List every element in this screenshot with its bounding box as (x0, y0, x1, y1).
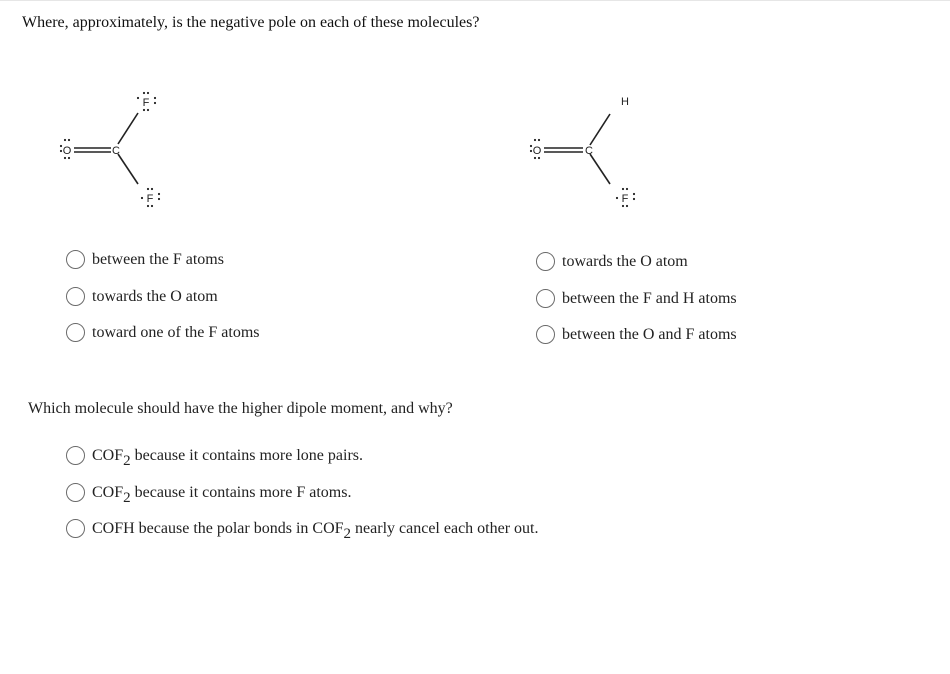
option-label: towards the O atom (562, 252, 688, 270)
question-2-prompt: Which molecule should have the higher dipole moment, and why? (28, 400, 453, 417)
atom-c: C (112, 145, 120, 157)
dipole-option-cofh-bonds-cancel[interactable] (66, 519, 539, 542)
option-text-pre: COFH because the polar bonds in COF (92, 519, 344, 537)
atom-o: O (532, 145, 542, 157)
molecule-right-structure (528, 90, 643, 215)
radio-button[interactable] (536, 325, 555, 344)
atom-o: O (62, 145, 72, 157)
atom-f: F (621, 193, 629, 205)
atom-f-bottom: F (146, 193, 154, 205)
lone-pair-dots (60, 92, 160, 207)
option-label (92, 519, 539, 542)
option-label: between the F and H atoms (562, 289, 737, 307)
top-divider (0, 0, 950, 1)
bond-c-h (590, 114, 610, 145)
dipole-option-more-lone-pairs[interactable] (66, 446, 363, 469)
atom-c: C (585, 145, 593, 157)
radio-button[interactable] (536, 289, 555, 308)
radio-button[interactable] (66, 519, 85, 538)
option-label: between the F atoms (92, 250, 224, 268)
left-option-toward-one-f-atom[interactable] (66, 323, 260, 342)
bond-c-f-bottom (118, 154, 138, 184)
atom-h: H (621, 96, 629, 108)
right-option-between-o-and-f[interactable] (536, 325, 737, 344)
option-text-post: because it contains more lone pairs. (130, 446, 363, 464)
lone-pair-dots (530, 139, 635, 207)
atom-f-top: F (142, 97, 150, 109)
radio-button[interactable] (66, 483, 85, 502)
bond-c-f (590, 154, 610, 184)
option-text-pre: COF (92, 483, 124, 501)
subscript: 2 (123, 489, 131, 506)
option-label (92, 446, 363, 469)
dipole-option-more-f-atoms[interactable] (66, 483, 352, 506)
subscript: 2 (343, 525, 352, 542)
radio-button[interactable] (66, 287, 85, 306)
option-text-post: nearly cancel each other out. (351, 519, 539, 537)
right-option-towards-o-atom[interactable] (536, 252, 688, 271)
option-label (92, 483, 352, 506)
option-text-post: because it contains more F atoms. (130, 483, 352, 501)
option-text-pre: COF (92, 446, 124, 464)
radio-button[interactable] (536, 252, 555, 271)
left-option-between-f-atoms[interactable] (66, 250, 224, 269)
radio-button[interactable] (66, 446, 85, 465)
option-label: towards the O atom (92, 287, 218, 305)
bond-c-f-top (118, 113, 138, 144)
molecule-left-structure (58, 88, 168, 213)
subscript: 2 (123, 452, 131, 469)
left-option-towards-o-atom[interactable] (66, 287, 218, 306)
radio-button[interactable] (66, 323, 85, 342)
right-option-between-f-and-h[interactable] (536, 289, 737, 308)
option-label: toward one of the F atoms (92, 323, 260, 341)
question-1-prompt: Where, approximately, is the negative pole on each of these molecules? (22, 14, 480, 31)
radio-button[interactable] (66, 250, 85, 269)
option-label: between the O and F atoms (562, 325, 737, 343)
